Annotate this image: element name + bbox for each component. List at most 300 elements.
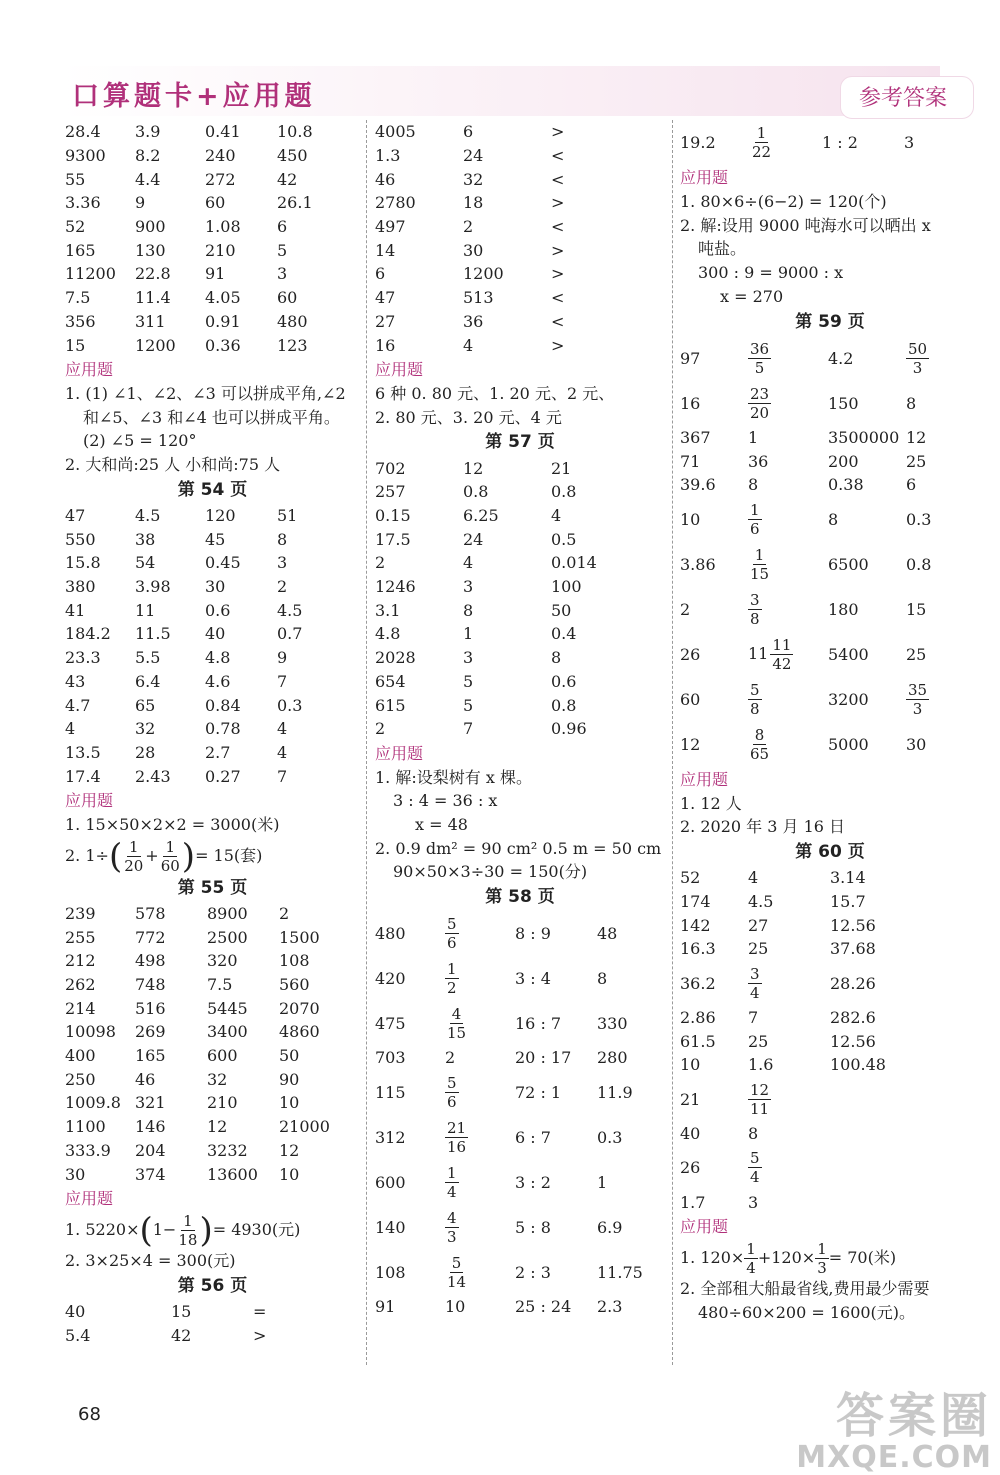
table-cell [748, 591, 828, 628]
table-cell: 4.5 [277, 600, 303, 620]
table-cell: 6.4 [135, 671, 161, 691]
fraction [748, 726, 771, 763]
table-cell: 165 [135, 1046, 166, 1066]
table-cell: 6.25 [463, 506, 499, 525]
table-row [65, 575, 360, 599]
column-divider-2 [672, 120, 673, 1365]
expr-text: 1. 5220× [65, 1219, 140, 1239]
table-cell: 24 [463, 529, 484, 549]
denominator: 20 [124, 856, 144, 875]
table-cell: 12 [906, 427, 927, 447]
table-cell: 0.5 [551, 529, 577, 549]
table-cell: 4.05 [205, 288, 241, 308]
table-row [375, 504, 665, 528]
table-cell: 165 [65, 240, 96, 260]
table-cell: 4005 [375, 122, 416, 142]
table-cell: 1500 [279, 927, 320, 947]
table-cell: 4 [277, 719, 288, 739]
table-row [680, 1122, 980, 1146]
table-cell: 6 : 7 [515, 1127, 551, 1147]
answer-key-tag: 参考答案 [840, 76, 974, 119]
answer-line: 6 种 0. 80 元、1. 20 元、2 元、 [375, 383, 615, 403]
table-cell: 5 [463, 695, 474, 715]
table-cell: 0.8 [463, 482, 489, 502]
numerator: 1 [746, 1240, 756, 1259]
table-cell: < [551, 217, 565, 237]
table-cell: 2.86 [680, 1008, 716, 1028]
table-cell: 748 [135, 975, 166, 995]
answer-line: 1. 80×6÷(6−2) = 120(个) [680, 192, 887, 211]
table-cell: 174 [680, 892, 711, 912]
fraction [176, 1212, 199, 1249]
table-cell: 8 [551, 648, 562, 668]
table-row [65, 1020, 360, 1044]
table-cell: 5.4 [65, 1325, 91, 1345]
table-cell: 3 [277, 553, 288, 573]
table-cell: 150 [828, 393, 859, 413]
table-cell: 60 [205, 193, 226, 213]
table-cell: 65 [135, 695, 156, 715]
fraction [815, 1240, 829, 1277]
fraction [445, 1209, 459, 1246]
mixed-number-whole: 11 [748, 643, 769, 663]
numerator: 1 [750, 500, 760, 519]
table-cell: 0.8 [906, 554, 932, 574]
table-cell: 1009.8 [65, 1093, 121, 1113]
table-cell: 26 [680, 644, 701, 664]
table-row [375, 120, 665, 144]
table-cell: 21 [551, 458, 572, 478]
table-cell: = [253, 1301, 267, 1321]
table-cell: 11.4 [135, 288, 171, 308]
table-cell: > [551, 193, 565, 213]
table-cell: 142 [680, 915, 711, 935]
table-cell: 8900 [207, 903, 248, 923]
table-row [680, 1053, 980, 1077]
page-heading-56: 第 56 页 [177, 1275, 248, 1296]
table-cell: 11.9 [597, 1082, 633, 1102]
answer-line: 和∠5、∠3 和∠4 也可以拼成平角。 [83, 407, 340, 427]
table-row [375, 669, 665, 693]
table-row [65, 286, 360, 310]
table-row [65, 902, 360, 926]
numerator: 5 [750, 680, 760, 699]
table-cell: 321 [135, 1093, 166, 1113]
table-cell: 17.5 [375, 529, 411, 549]
table-cell [445, 1005, 515, 1042]
denominator: 3 [912, 358, 923, 377]
denominator: 20 [750, 403, 770, 422]
table-row [680, 336, 980, 381]
table-cell: 52 [65, 217, 86, 237]
table-cell: 2780 [375, 193, 416, 213]
table-cell: 39.6 [680, 475, 716, 495]
section-label-word-problems: 应用题 [65, 790, 114, 810]
table-cell: 356 [65, 311, 96, 331]
table-cell: 10.8 [277, 122, 313, 142]
table-cell: 3 : 2 [515, 1172, 551, 1192]
answer-line-fraction [65, 1211, 360, 1249]
table-cell: 10 [279, 1093, 300, 1113]
table-cell: 6.9 [597, 1217, 623, 1237]
table-cell: 3 : 4 [515, 969, 551, 989]
table-row [375, 598, 665, 622]
table-cell: 12 [463, 458, 484, 478]
table-cell [748, 385, 828, 422]
table-row [65, 167, 360, 191]
fraction [750, 124, 773, 161]
table-cell: 3 [463, 648, 474, 668]
table-cell: 25 [906, 451, 927, 471]
expr-text: = 15(套) [195, 845, 263, 865]
table-cell: 5 : 8 [515, 1217, 551, 1237]
table-cell: 0.3 [906, 509, 932, 529]
numerator: 1 [165, 837, 176, 856]
table-row [680, 961, 980, 1006]
section-label-word-problems: 应用题 [680, 168, 729, 187]
table-row [65, 238, 360, 262]
table-cell: 8 : 9 [515, 924, 551, 944]
table-row [680, 120, 980, 165]
fraction [445, 1164, 459, 1201]
table-row [375, 693, 665, 717]
table-cell: 60 [277, 288, 298, 308]
numerator: 11 [772, 635, 792, 654]
table-row [375, 144, 665, 168]
numerator: 5 [447, 915, 457, 934]
fraction [748, 340, 771, 377]
table-cell: 374 [135, 1164, 166, 1184]
table-cell: 23.3 [65, 648, 101, 668]
table-cell: 0.84 [205, 695, 241, 715]
denominator: 65 [750, 744, 770, 763]
table-cell: 184.2 [65, 624, 111, 644]
table-cell: 4 [748, 868, 759, 888]
table-cell: 25 [906, 644, 927, 664]
table-row [680, 913, 980, 937]
answer-column-3 [680, 120, 980, 1325]
table-cell [906, 681, 966, 718]
page-heading-54: 第 54 页 [177, 479, 248, 500]
right-paren: ) [199, 1210, 213, 1251]
table-row [65, 996, 360, 1020]
table-cell: 282.6 [830, 1008, 876, 1028]
answer-line: 1. 12 人 [680, 793, 742, 813]
table-cell: 40 [680, 1124, 701, 1144]
table-cell: 47 [65, 506, 86, 526]
table-cell: 320 [207, 951, 238, 971]
answer-line: (2) ∠5 = 120° [83, 431, 197, 451]
numerator: 36 [750, 339, 770, 358]
table-cell: 30 [205, 577, 226, 597]
table-row [375, 310, 665, 334]
table-row [375, 1046, 665, 1070]
table-cell: 3200 [828, 689, 869, 709]
watermark-url: MXQE.COM [796, 1440, 992, 1475]
table-row [375, 456, 665, 480]
table-row [680, 866, 980, 890]
table-cell: 11.5 [135, 624, 171, 644]
numerator: 1 [447, 960, 457, 979]
table-cell: 420 [375, 969, 406, 989]
answer-line-fraction [65, 837, 360, 875]
numerator: 1 [447, 1163, 457, 1182]
answer-line: 2. 3×25×4 = 300(元) [65, 1250, 236, 1270]
fraction [748, 965, 762, 1002]
table-cell: 1 [597, 1172, 608, 1192]
table-cell: 108 [375, 1262, 406, 1282]
table-cell: 5.5 [135, 648, 161, 668]
table-cell: 21000 [279, 1117, 330, 1137]
table-cell: 0.014 [551, 553, 597, 573]
page-number: 68 [78, 1404, 101, 1425]
table-row [375, 1001, 665, 1046]
fraction [906, 340, 929, 377]
table-cell: 11.75 [597, 1262, 643, 1282]
denominator: 3 [912, 699, 923, 718]
table-cell: 1 : 2 [822, 133, 858, 152]
table-cell: 5000 [828, 734, 869, 754]
table-cell: 7 [277, 671, 288, 691]
denominator: 16 [447, 1137, 467, 1156]
table-row [680, 426, 980, 450]
table-cell: 115 [375, 1082, 406, 1102]
table-cell: 513 [463, 288, 494, 308]
expr-text: 1− [152, 1219, 177, 1239]
table-cell: 280 [597, 1048, 628, 1068]
table-cell: 239 [65, 903, 96, 923]
table-cell: 10 [680, 1055, 701, 1075]
fraction [748, 591, 762, 628]
table-cell: 0.96 [551, 719, 587, 739]
numerator: 1 [128, 837, 139, 856]
table-row [680, 542, 980, 587]
table-cell: 480 [375, 924, 406, 944]
right-paren: ) [181, 836, 196, 877]
table-cell: 19.2 [680, 133, 716, 152]
table-cell: 1.08 [205, 217, 241, 237]
table-cell: 30 [906, 734, 927, 754]
table-cell: 311 [135, 311, 166, 331]
table-cell: 5 [277, 240, 288, 260]
fraction [744, 1240, 758, 1277]
table-row [375, 191, 665, 215]
table-cell: 13.5 [65, 742, 101, 762]
table-cell: 42 [277, 169, 298, 189]
denominator: 8 [750, 699, 760, 718]
table-cell: 8 [748, 475, 759, 495]
numerator: 1 [754, 545, 765, 564]
denominator: 4 [750, 1168, 760, 1187]
answer-table-p56-cont [375, 120, 665, 357]
table-cell: 140 [375, 1217, 406, 1237]
table-cell: 8.2 [135, 146, 161, 166]
table-cell: 2 [279, 903, 290, 923]
table-row [375, 215, 665, 239]
table-cell: 480 [277, 311, 308, 331]
fraction [445, 1254, 468, 1291]
table-cell: 60 [680, 689, 701, 709]
table-cell: 3 [277, 264, 288, 284]
table-row [375, 1115, 665, 1160]
fraction [445, 915, 459, 952]
table-cell: 40 [65, 1301, 86, 1321]
table-cell: 50 [551, 600, 572, 620]
answer-table-p58-cont [680, 120, 980, 165]
table-cell: 0.78 [205, 719, 241, 739]
table-cell: 8 [748, 1124, 759, 1144]
table-row [65, 1115, 360, 1139]
table-cell: 333.9 [65, 1140, 111, 1160]
numerator: 21 [447, 1118, 467, 1137]
table-cell: < [551, 146, 565, 166]
table-cell: 10098 [65, 1022, 116, 1042]
table-cell: 30 [463, 240, 484, 260]
table-cell: 5400 [828, 644, 869, 664]
table-cell: 55 [65, 169, 86, 189]
table-cell: 21 [680, 1089, 701, 1109]
table-row [680, 890, 980, 914]
table-row [65, 764, 360, 788]
table-cell: 4.5 [135, 506, 161, 526]
table-cell: 46 [135, 1069, 156, 1089]
table-row [65, 925, 360, 949]
table-row [375, 622, 665, 646]
numerator: 1 [183, 1211, 193, 1230]
table-row [65, 504, 360, 528]
answer-line-fraction [680, 1239, 980, 1277]
numerator: 35 [908, 680, 928, 699]
table-cell: 15.7 [830, 892, 866, 912]
expr-text: 2. 1÷ [65, 845, 109, 865]
table-cell: 7.5 [65, 288, 91, 308]
table-cell: 26 [680, 1158, 701, 1178]
fraction [122, 838, 145, 875]
denominator: 15 [750, 564, 770, 583]
table-cell: 550 [65, 529, 96, 549]
table-cell: 12 [207, 1117, 228, 1137]
answer-line: 3 : 4 = 36 : x [393, 791, 498, 811]
table-cell: 1200 [463, 264, 504, 284]
table-row [680, 587, 980, 632]
table-cell: < [551, 169, 565, 189]
table-cell: 0.41 [205, 122, 241, 142]
table-cell: 2 [445, 1048, 456, 1068]
table-cell: 8 [597, 969, 608, 989]
table-cell: 450 [277, 146, 308, 166]
table-cell: 4.2 [828, 348, 854, 368]
table-cell: 10 [680, 509, 701, 529]
table-cell: 15 [65, 335, 86, 355]
table-cell: 91 [375, 1297, 396, 1317]
table-row [375, 1205, 665, 1250]
section-label-word-problems: 应用题 [375, 359, 424, 379]
table-cell [445, 915, 515, 952]
table-cell: 3.36 [65, 193, 101, 213]
table-row [65, 215, 360, 239]
fraction [445, 1119, 468, 1156]
denominator: 2 [447, 979, 457, 998]
table-row [65, 717, 360, 741]
table-cell: 4.8 [375, 624, 401, 644]
table-cell: 0.27 [205, 766, 241, 786]
table-row [65, 598, 360, 622]
table-cell: 7 [463, 719, 474, 739]
denominator: 22 [752, 143, 772, 161]
table-cell: 0.15 [375, 506, 411, 525]
table-row [65, 1323, 360, 1347]
table-row [680, 473, 980, 497]
table-row [375, 286, 665, 310]
table-cell [748, 501, 828, 538]
answer-line: 1. 解:设梨树有 x 棵。 [375, 767, 532, 787]
table-row [375, 575, 665, 599]
table-cell [748, 681, 828, 718]
table-row [65, 120, 360, 144]
table-cell [748, 965, 830, 1002]
table-row [65, 646, 360, 670]
expr-text: +120× [757, 1248, 816, 1268]
table-cell: 4.5 [748, 892, 774, 912]
fraction [159, 838, 182, 875]
table-cell: 43 [65, 671, 86, 691]
table-cell: 900 [135, 217, 166, 237]
table-cell: 15 [906, 599, 927, 619]
numerator: 8 [754, 725, 765, 744]
table-cell: 42 [171, 1325, 192, 1345]
table-cell: 12.56 [830, 915, 876, 935]
answer-table-p57 [375, 456, 665, 740]
expr-text: = 70(米) [828, 1248, 897, 1268]
table-cell: 3400 [207, 1022, 248, 1042]
table-cell: 123 [277, 335, 308, 355]
table-cell: 1.6 [748, 1055, 774, 1075]
numerator: 1 [817, 1240, 827, 1259]
table-cell: 2 [680, 599, 691, 619]
answer-line: 1. (1) ∠1、∠2、∠3 可以拼成平角,∠2 [65, 383, 346, 403]
table-cell: 10 [445, 1297, 466, 1317]
denominator: 4 [746, 1259, 756, 1278]
table-row [680, 381, 980, 426]
table-cell: 560 [279, 975, 310, 995]
table-cell: 210 [207, 1093, 238, 1113]
table-cell: 269 [135, 1022, 166, 1042]
table-cell: 2 [277, 577, 288, 597]
table-cell: 1 [748, 427, 759, 447]
answer-line: 90×50×3÷30 = 150(分) [393, 862, 588, 882]
table-cell: 257 [375, 482, 406, 502]
table-cell: 3 [748, 1192, 759, 1212]
table-cell: 9 [277, 648, 288, 668]
table-cell: 330 [597, 1014, 628, 1034]
table-cell: 204 [135, 1140, 166, 1160]
answer-line: 300 : 9 = 9000 : x [698, 263, 844, 283]
table-cell: 38 [135, 529, 156, 549]
table-cell: 30 [65, 1164, 86, 1184]
table-cell: 7 [748, 1008, 759, 1028]
table-cell [748, 340, 828, 377]
table-cell: < [551, 311, 565, 331]
table-cell [748, 1149, 830, 1186]
table-row [375, 1160, 665, 1205]
table-cell: 2028 [375, 648, 416, 668]
table-cell: 40 [205, 624, 226, 644]
table-cell: 32 [463, 169, 484, 189]
section-label-word-problems: 应用题 [680, 769, 729, 789]
table-cell: > [551, 264, 565, 284]
table-cell: 497 [375, 217, 406, 237]
fraction [445, 960, 459, 997]
